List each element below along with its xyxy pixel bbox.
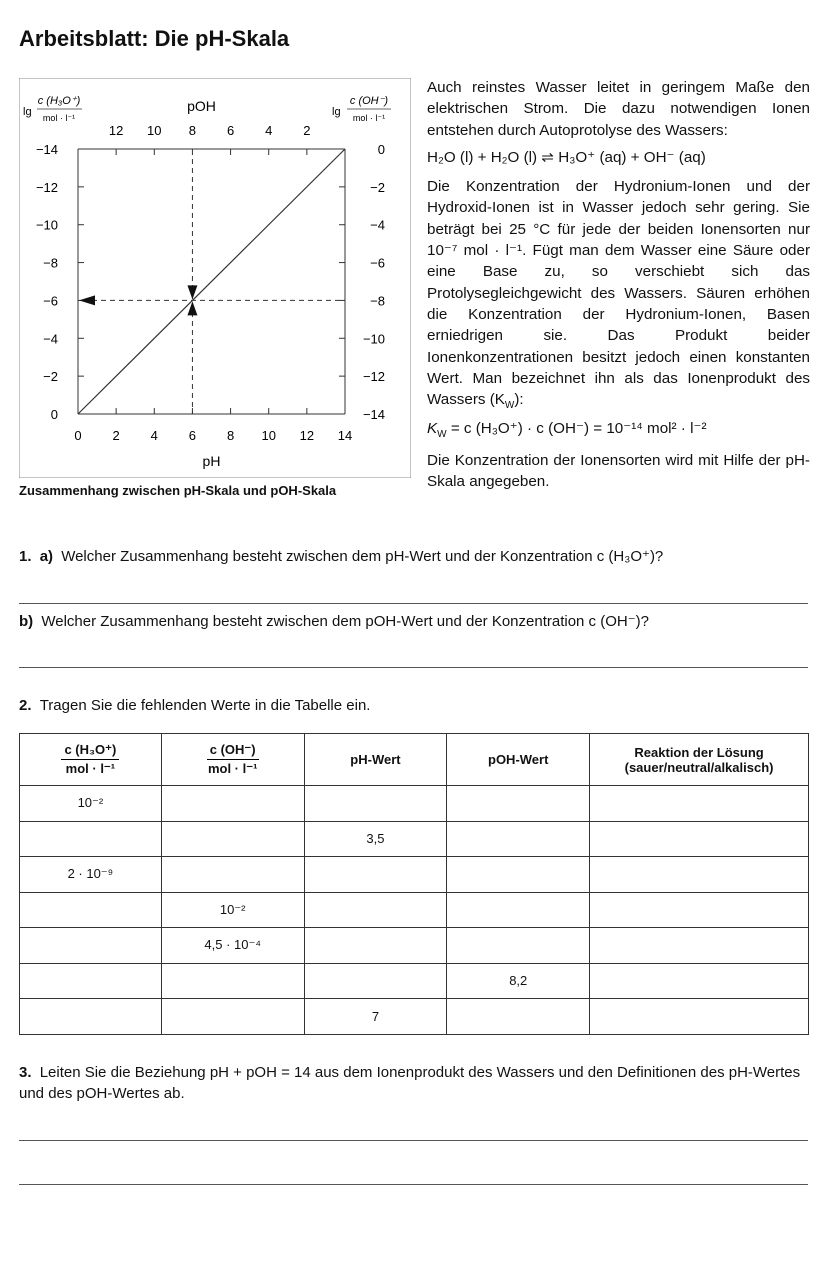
right-tick-label: −2: [370, 179, 385, 195]
table-cell[interactable]: [590, 999, 809, 1035]
ph-poh-line: [78, 149, 345, 414]
table-cell[interactable]: [304, 963, 447, 999]
header-c-h3o-num: c (H₃O⁺): [61, 742, 119, 760]
autoprotolysis-equation: H₂O (l) + H₂O (l) ⇌ H₃O⁺ (aq) + OH⁻ (aq): [427, 148, 706, 166]
top-tick-label: 12: [108, 123, 124, 138]
intro-paragraph-2: [427, 176, 810, 410]
table-cell[interactable]: [161, 821, 304, 857]
left-tick-label: −4: [43, 331, 58, 347]
top-tick-label: 4: [265, 123, 273, 138]
table-cell: 7: [304, 999, 447, 1035]
top-axis-label: pOH: [187, 98, 216, 114]
table-cell[interactable]: [161, 786, 304, 822]
left-tick-label: −2: [43, 369, 58, 385]
table-cell[interactable]: [161, 963, 304, 999]
question-1a: [19, 547, 663, 565]
table-cell[interactable]: [590, 821, 809, 857]
table-cell: 2 · 10⁻⁹: [20, 857, 162, 893]
intro-text: [427, 77, 810, 492]
right-tick-label: −10: [362, 331, 385, 347]
table-header-row: [20, 734, 809, 786]
left-tick-label: −6: [43, 293, 58, 309]
intro-paragraph-2-end: ):: [514, 391, 524, 409]
left-tick-label: −8: [43, 255, 58, 271]
intro-paragraph-2-text: Die Konzentration der Hydronium-Ionen und der Hydroxid-Ionen ist in Wasser jedoch sehr gering. Sie beträgt bei 25 °C für jede der beiden Ionensorten nur 10⁻⁷ mol · l⁻¹. Fügt man dem Wasser eine Säure oder eine Base zu, so verschiebt sich das Protolysegleichgewicht des Wassers. Säuren erhöhen die Konzentration der Hydronium-Ionen, Basen erniedrigen sie. Das Produkt beider Ionenkonzentrationen besitzt jedoch einen konstanten Wert. Man bezeichnet ihn als das Ionenprodukt des Wassers (K: [427, 178, 810, 409]
left-tick-label: −10: [35, 217, 58, 233]
left-axis-label-prefix: lg: [23, 106, 32, 118]
table-cell[interactable]: [161, 857, 304, 893]
header-c-h3o: [20, 734, 162, 786]
table-cell: 10⁻²: [20, 786, 162, 822]
answer-line-3b[interactable]: [19, 1184, 808, 1185]
table-cell[interactable]: [304, 786, 447, 822]
table-cell: 4,5 · 10⁻⁴: [161, 928, 304, 964]
top-tick-label: 6: [226, 123, 235, 138]
right-tick-label: −12: [362, 369, 385, 385]
header-reaction-line1: Reaktion der Lösung: [634, 744, 764, 760]
right-axis-label-denominator: mol · l⁻¹: [352, 113, 386, 123]
x-tick-label: 4: [150, 428, 158, 443]
header-c-oh-num: c (OH⁻): [207, 742, 259, 760]
chart-layer: [23, 95, 391, 469]
x-tick-label: 2: [112, 428, 120, 443]
table-cell[interactable]: [20, 821, 162, 857]
header-c-oh-den: mol · l⁻¹: [207, 761, 258, 776]
x-axis-label: pH: [202, 453, 221, 469]
ph-poh-chart: [19, 78, 411, 478]
table-cell[interactable]: [447, 857, 590, 893]
left-tick-label: 0: [50, 407, 58, 422]
right-axis-label-numerator: c (OH⁻): [349, 95, 389, 107]
table-row: [20, 857, 809, 893]
table-cell[interactable]: [590, 963, 809, 999]
table-cell[interactable]: [590, 928, 809, 964]
answer-line-1a[interactable]: [19, 603, 808, 604]
table-row: [20, 786, 809, 822]
table-cell[interactable]: [447, 786, 590, 822]
table-cell[interactable]: [20, 999, 162, 1035]
top-tick-label: 8: [188, 123, 197, 138]
table-row: [20, 821, 809, 857]
answer-line-1b[interactable]: [19, 667, 808, 668]
question-2: [19, 697, 370, 714]
table-cell[interactable]: [161, 999, 304, 1035]
question-3: [19, 1062, 809, 1104]
chart-caption: Zusammenhang zwischen pH-Skala und pOH-Skala: [19, 483, 337, 498]
intro-paragraph-3: Die Konzentration der Ionensorten wird mit Hilfe der pH-Skala angegeben.: [427, 451, 810, 491]
x-tick-label: 14: [337, 428, 353, 443]
table-cell[interactable]: [447, 821, 590, 857]
answer-line-3a[interactable]: [19, 1140, 808, 1141]
top-tick-label: 10: [147, 123, 162, 138]
right-tick-label: 0: [377, 142, 385, 157]
q2-text: Tragen Sie die fehlenden Werte in die Tabelle ein.: [39, 697, 371, 714]
left-axis-label-numerator: c (H₃O⁺): [37, 95, 81, 107]
q1-number: 1.: [19, 548, 32, 565]
top-tick-label: 2: [303, 123, 311, 138]
table-cell[interactable]: [20, 963, 162, 999]
values-table: [19, 733, 809, 1035]
header-c-h3o-den: mol · l⁻¹: [65, 761, 116, 776]
x-tick-label: 12: [299, 428, 315, 443]
table-cell: 10⁻²: [161, 892, 304, 928]
table-cell[interactable]: [304, 892, 447, 928]
table-cell[interactable]: [447, 928, 590, 964]
x-tick-label: 0: [74, 428, 82, 443]
header-c-oh: [161, 734, 304, 786]
kw-equation: [427, 418, 810, 439]
kw-eq-subscript: W: [437, 429, 447, 441]
header-ph: pH-Wert: [304, 734, 447, 786]
header-reaction-line2: (sauer/neutral/alkalisch): [624, 759, 774, 775]
kw-equation-rest: = c (H₃O⁺) · c (OH⁻) = 10⁻¹⁴ mol² · l⁻²: [446, 420, 707, 438]
table-cell[interactable]: [590, 857, 809, 893]
table-cell[interactable]: [590, 786, 809, 822]
kw-symbol: K: [427, 420, 438, 438]
table-cell[interactable]: [304, 928, 447, 964]
table-cell: 8,2: [447, 963, 590, 999]
table-cell: 3,5: [304, 821, 447, 857]
table-cell[interactable]: [20, 892, 162, 928]
table-row: [20, 892, 809, 928]
table-cell[interactable]: [304, 857, 447, 893]
header-reaction: [590, 734, 809, 786]
table-row: [20, 999, 809, 1035]
x-tick-label: 10: [261, 428, 276, 443]
q1a-label: a): [39, 548, 54, 565]
table-cell[interactable]: [20, 928, 162, 964]
header-poh: pOH-Wert: [447, 734, 590, 786]
left-axis-label-denominator: mol · l⁻¹: [42, 113, 76, 123]
q3-number: 3.: [19, 1064, 32, 1081]
q3-text: Leiten Sie die Beziehung pH + pOH = 14 aus dem Ionenprodukt des Wassers und den Definitionen des pH-Wertes und des pOH-Wertes ab.: [19, 1064, 801, 1102]
intro-paragraph-1: Auch reinstes Wasser leitet in geringem Maße den elektrischen Strom. Die dazu notwendigen Ionen entstehen durch Autoprotolyse des Wassers:: [427, 79, 810, 139]
right-tick-label: −4: [370, 217, 385, 233]
table-cell[interactable]: [447, 999, 590, 1035]
right-tick-label: −8: [370, 293, 385, 309]
right-tick-label: −14: [362, 407, 385, 422]
left-tick-label: −12: [35, 179, 58, 195]
kw-subscript: W: [504, 400, 515, 412]
table-cell[interactable]: [590, 892, 809, 928]
page-title: Arbeitsblatt: Die pH-Skala: [19, 26, 290, 51]
table-row: [20, 963, 809, 999]
x-tick-label: 6: [188, 428, 197, 443]
table-row: [20, 928, 809, 964]
chart-svg: [19, 78, 411, 478]
arrow-left-icon: [79, 295, 95, 305]
right-axis-label-prefix: lg: [332, 106, 341, 118]
q2-number: 2.: [19, 697, 32, 714]
question-1b: [19, 612, 649, 630]
q1b-label: b): [19, 613, 34, 630]
q1a-text: Welcher Zusammenhang besteht zwischen dem pH-Wert und der Konzentration c (H₃O⁺)?: [61, 548, 664, 565]
q1b-text: Welcher Zusammenhang besteht zwischen dem pOH-Wert und der Konzentration c (OH⁻)?: [41, 613, 649, 630]
x-tick-label: 8: [226, 428, 235, 443]
left-tick-label: −14: [35, 142, 58, 157]
table-cell[interactable]: [447, 892, 590, 928]
right-tick-label: −6: [370, 255, 385, 271]
